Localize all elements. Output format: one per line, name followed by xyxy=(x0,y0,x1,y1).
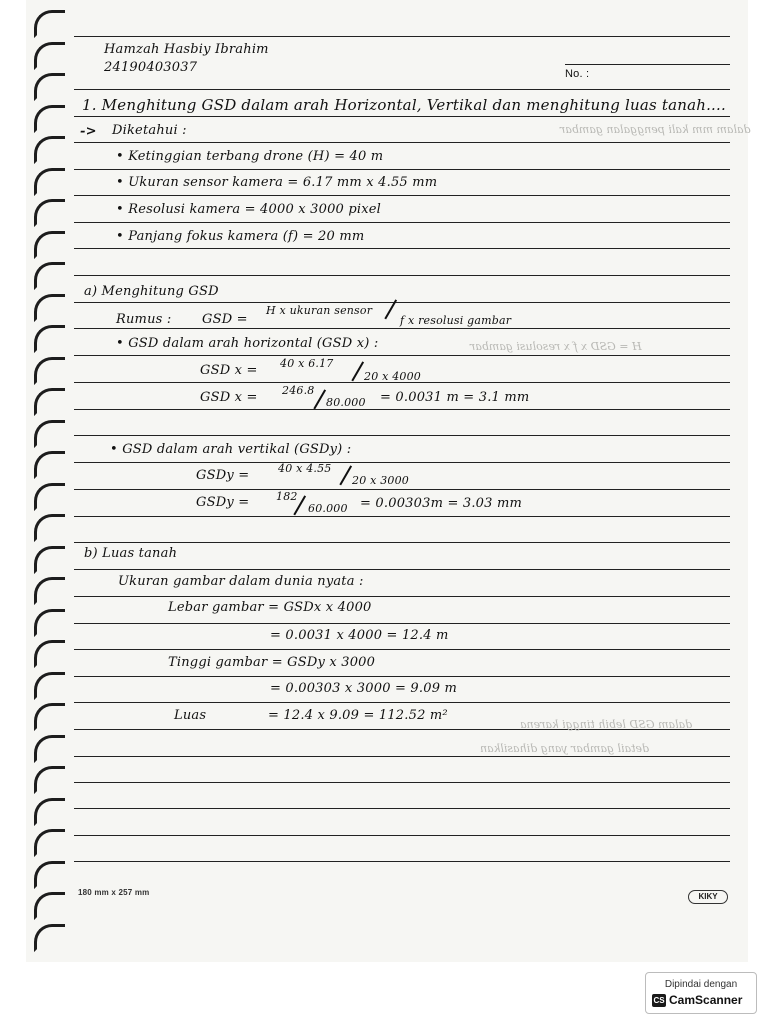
bleed-through-text: dalam GSD lebih tinggi karena xyxy=(520,718,693,731)
section-a-heading: a) Menghitung GSD xyxy=(84,284,219,299)
ruled-line xyxy=(74,89,730,90)
ruled-line xyxy=(74,142,730,143)
gsdx-numerator-2: 246.8 xyxy=(282,384,315,397)
ruled-line xyxy=(74,116,730,117)
known-item: • Panjang fokus kamera (f) = 20 mm xyxy=(116,229,365,244)
gsdx-lhs: GSD x = xyxy=(200,363,258,378)
ruled-line xyxy=(74,676,730,677)
ruled-line xyxy=(74,328,730,329)
bleed-through-text: detail gambar yang dihasilkan xyxy=(480,742,650,755)
ruled-line xyxy=(74,861,730,862)
binder-ring-icon xyxy=(34,766,65,794)
binder-ring-icon xyxy=(34,829,65,857)
known-item: • Resolusi kamera = 4000 x 3000 pixel xyxy=(116,202,382,217)
ruled-line xyxy=(74,435,730,436)
ruled-line xyxy=(74,222,730,223)
binder-ring-icon xyxy=(34,325,65,353)
ruled-line xyxy=(74,248,730,249)
binder-ring-icon xyxy=(34,136,65,164)
binder-ring-icon xyxy=(34,892,65,920)
ruled-line xyxy=(74,835,730,836)
gsdx-heading: • GSD dalam arah horizontal (GSD x) : xyxy=(116,336,379,351)
gsdy-denominator-2: 60.000 xyxy=(308,502,348,515)
formula-lhs: GSD = xyxy=(202,312,248,327)
ruled-line xyxy=(74,355,730,356)
known-heading: Diketahui : xyxy=(112,123,187,138)
formula-numerator: H x ukuran sensor xyxy=(266,304,373,317)
binder-ring-icon xyxy=(34,640,65,668)
gsdy-lhs: GSDy = xyxy=(196,468,250,483)
ruled-line xyxy=(74,569,730,570)
scanner-brand: CamScanner xyxy=(669,993,743,1007)
ruled-line xyxy=(74,462,730,463)
binder-ring-icon xyxy=(34,703,65,731)
width-formula: Lebar gambar = GSDx x 4000 xyxy=(168,600,372,615)
gsdy-lhs-2: GSDy = xyxy=(196,495,250,510)
binder-ring-icon xyxy=(34,514,65,542)
binder-ring-icon xyxy=(34,388,65,416)
area-label: Luas xyxy=(174,708,207,723)
gsdy-denominator: 20 x 3000 xyxy=(352,474,409,487)
gsdy-numerator-2: 182 xyxy=(276,490,298,503)
gsdy-result: = 0.00303m = 3.03 mm xyxy=(360,496,522,511)
ruled-line xyxy=(74,489,730,490)
binder-ring-icon xyxy=(34,451,65,479)
ruled-line xyxy=(74,782,730,783)
student-id: 24190403037 xyxy=(104,60,198,75)
scanner-caption: Dipindai dengan xyxy=(664,979,738,990)
paper-size-label: 180 mm x 257 mm xyxy=(78,888,150,897)
binder-ring-icon xyxy=(34,199,65,227)
problem-title: 1. Menghitung GSD dalam arah Horizontal, Vertikal dan menghitung luas tanah.... xyxy=(82,96,726,114)
binder-ring-icon xyxy=(34,10,65,38)
page-number-underline xyxy=(565,64,730,65)
area-result: = 12.4 x 9.09 = 112.52 m² xyxy=(268,708,448,723)
gsdx-denominator-2: 80.000 xyxy=(326,396,366,409)
ruled-line xyxy=(74,36,730,37)
ruled-line xyxy=(74,596,730,597)
arrow-icon: -> xyxy=(80,124,97,139)
gsdx-result: = 0.0031 m = 3.1 mm xyxy=(380,390,530,405)
author-name: Hamzah Hasbiy Ibrahim xyxy=(104,42,269,57)
camscanner-logo-icon: CS xyxy=(653,996,665,1005)
ruled-line xyxy=(74,808,730,809)
ruled-line xyxy=(74,302,730,303)
height-result: = 0.00303 x 3000 = 9.09 m xyxy=(270,681,458,696)
section-b-heading: b) Luas tanah xyxy=(84,546,178,561)
ruled-line xyxy=(74,409,730,410)
ruled-line xyxy=(74,702,730,703)
page-number-label: No. : xyxy=(565,68,590,80)
bleed-through-text: dalam mm kali penggalan gambar xyxy=(560,123,751,136)
gsdx-lhs-2: GSD x = xyxy=(200,390,258,405)
notebook-brand-logo: KIKY xyxy=(688,890,728,904)
bleed-through-text: H = GSD x f x resolusi gambar xyxy=(470,340,642,353)
width-result: = 0.0031 x 4000 = 12.4 m xyxy=(270,628,449,643)
known-item: • Ukuran sensor kamera = 6.17 mm x 4.55 mm xyxy=(116,175,438,190)
formula-label: Rumus : xyxy=(116,312,172,327)
height-formula: Tinggi gambar = GSDy x 3000 xyxy=(168,655,376,670)
gsdx-denominator: 20 x 4000 xyxy=(364,370,421,383)
gsdy-heading: • GSD dalam arah vertikal (GSDy) : xyxy=(110,442,352,457)
ruled-line xyxy=(74,195,730,196)
binder-ring-icon xyxy=(34,73,65,101)
known-item: • Ketinggian terbang drone (H) = 40 m xyxy=(116,149,384,164)
ruled-line xyxy=(74,542,730,543)
ruled-line xyxy=(74,275,730,276)
ruled-line xyxy=(74,169,730,170)
scanner-watermark xyxy=(645,972,757,1014)
ruled-line xyxy=(74,756,730,757)
gsdy-numerator: 40 x 4.55 xyxy=(278,462,332,475)
binder-ring-icon xyxy=(34,577,65,605)
section-b-intro: Ukuran gambar dalam dunia nyata : xyxy=(118,574,364,589)
ruled-line xyxy=(74,649,730,650)
ruled-line xyxy=(74,623,730,624)
gsdx-numerator: 40 x 6.17 xyxy=(280,357,334,370)
ruled-line xyxy=(74,516,730,517)
formula-denominator: f x resolusi gambar xyxy=(400,314,512,327)
binder-ring-icon xyxy=(34,262,65,290)
